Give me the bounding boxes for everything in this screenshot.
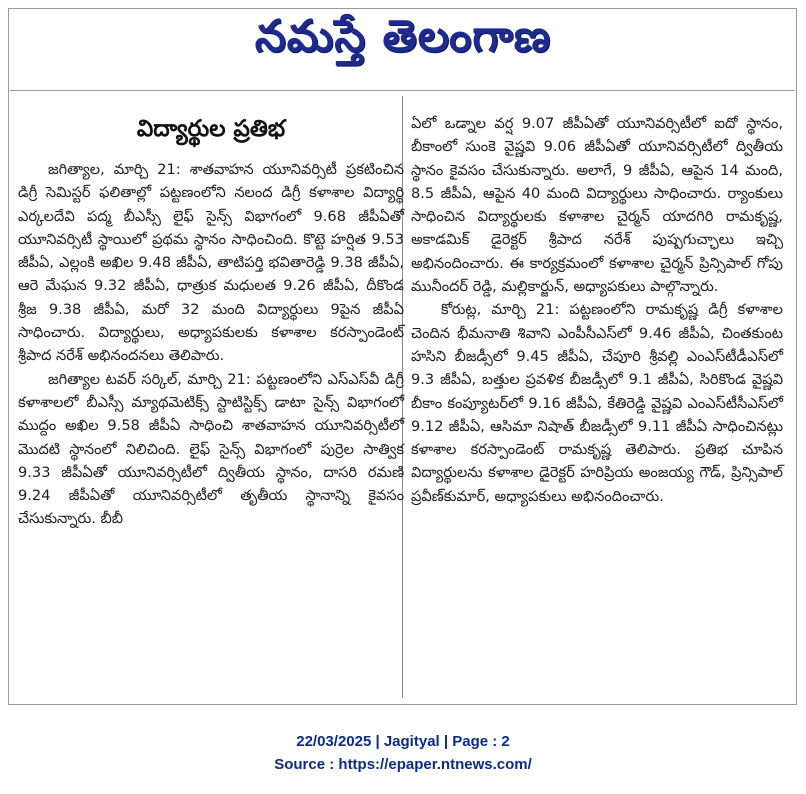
masthead-title: నమస్తే తెలంగాణ <box>254 11 552 62</box>
article-headline: విద్యార్థుల ప్రతిభ <box>136 115 286 142</box>
paragraph-continued: ఏలో ఒడ్నాల వర్ష 9.07 జీపీఏతో యూనివర్సిటీలో ఐదో స్థానం, బీకాంలో సుంకె వైష్ణవి 9.06 జీపీఏతో యూనివర్సిటీలో ద్వితీయ స్థానం కైవసం చేసుకున్నారు. అలాగే, 9 జీపీఏ, ఆపైన 14 మంది, 8.5 జీపీఏ, ఆపైన 40 మంది విద్యార్థులు సాధించారు. ర్యాంకులు సాధించిన విద్యార్థులకు కళాశాల చైర్మన్ యాదగిరి రామకృష్ణ, అకాడమిక్ డైరెక్టర్ శ్రీపాద నరేశ్ పుష్పగుచ్ఛాలు ఇచ్చి అభినందించారు. ఈ కార్యక్రమంలో కళాశాల చైర్మన్ ప్రిన్సిపాల్ గోపు మునీందర్ రెడ్డి, మల్లికార్జున్, అధ్యాపకులు పాల్గొన్నారు. <box>411 115 783 296</box>
paragraph-korutla: కోరుట్ల, మార్చి 21: పట్టణంలోని రామకృష్ణ డిగ్రీ కళాశాల చెందిన భీమనాతి శివాని ఎంపీసీఎస్‌లో 9.46 జీపీఏ, చింతకుంట హసిని బీజడ్సీలో 9.45 జీపీఏ, చేపూరి శ్రీవల్లి ఎంఎస్‌టీడీఎస్‌లో 9.3 జీపీఏ, బత్తుల ప్రవళిక బీజడ్సీలో 9.1 జీపీఏ, సిరికొండ వైష్ణవి బీకాం కంప్యూటర్‌లో 9.16 జీపీఏ, కేతిరెడ్డి వైష్ణవి ఎంఎస్‌టీసీఎస్‌లో 9.12 జీపీఏ, ఆసిమా నిషాత్ బీజడ్సీలో 9.11 జీపీఏ సాధించినట్లు కళాశాల కరస్పాండెంట్ రామకృష్ణ తెలిపారు. ప్రతిభ చూపిన విద్యార్థులను కళాశాల డైరెక్టర్ హరిప్రియ అంజయ్య గౌడ్, ప్రిన్సిపాల్ ప్రవీణ్‌కుమార్, అధ్యాపకులు అభినందించారు. <box>411 301 783 505</box>
footer-edition-info: 22/03/2025 | Jagityal | Page : 2 <box>296 733 510 750</box>
footer-source: Source : https://epaper.ntnews.com/ <box>274 756 532 773</box>
right-column <box>411 112 783 508</box>
masthead-divider <box>10 90 795 91</box>
paragraph-jagityal: జగిత్యాల, మార్చి 21: శాతవాహన యూనివర్సిటీ ప్రకటించిన డిగ్రీ సెమిస్టర్ ఫలితాల్లో పట్టణంలోని నలంద డిగ్రీ కళాశాల విద్యార్థి ఎర్కలదేవి పద్మ బీఎస్సీ లైఫ్ సైన్స్ విభాగంలో 9.68 జీపీఏతో యూనివర్సిటీ స్థాయిలో ప్రథమ స్థానం సాధించింది. కొట్టె హర్షిత 9.53 జీపీఏ, ఎల్లంకి అఖిల 9.48 జీపీఏ, తాటిపర్తి భవితారెడ్డి 9.38 జీపీఏ, ఆరె మేఘన 9.32 జీపీఏ, ధాత్రుక మధులత 9.26 జీపీఏ, దీకొండ శ్రీజ 9.38 జీపీఏ, మరో 32 మంది విద్యార్థులు 9పైన జీపీఏ సాధించారు. విద్యార్థులు, అధ్యాపకులకు కళాశాల కరస్పాండెంట్ శ్రీపాద నరేశ్ అభినందనలు తెలిపారు. <box>18 161 404 365</box>
paragraph-tower-circle: జగిత్యాల టవర్ సర్కిల్, మార్చి 21: పట్టణంలోని ఎస్ఎస్‌వీ డిగ్రీ కళాశాలలో బీఎస్సీ మ్యాథమెటిక్స్ స్టాటిస్టిక్స్ డాటా సైన్స్ విభాగంలో ముద్దం అఖిల 9.58 జీపీఏ సాధించి శాతవాహన యూనివర్సిటీలో మొదటి స్థానంలో నిలిచింది. లైఫ్ సైన్స్ విభాగంలో పుర్రెల సాత్విక 9.33 జీపీఏతో యూనివర్సిటీలో ద్వితీయ స్థానం, దాసరి రమణి 9.24 జీపీఏతో యూనివర్సిటీలో తృతీయ స్థానాన్ని కైవసం చేసుకున్నారు. బీబీ <box>18 370 404 528</box>
left-column <box>18 108 404 531</box>
